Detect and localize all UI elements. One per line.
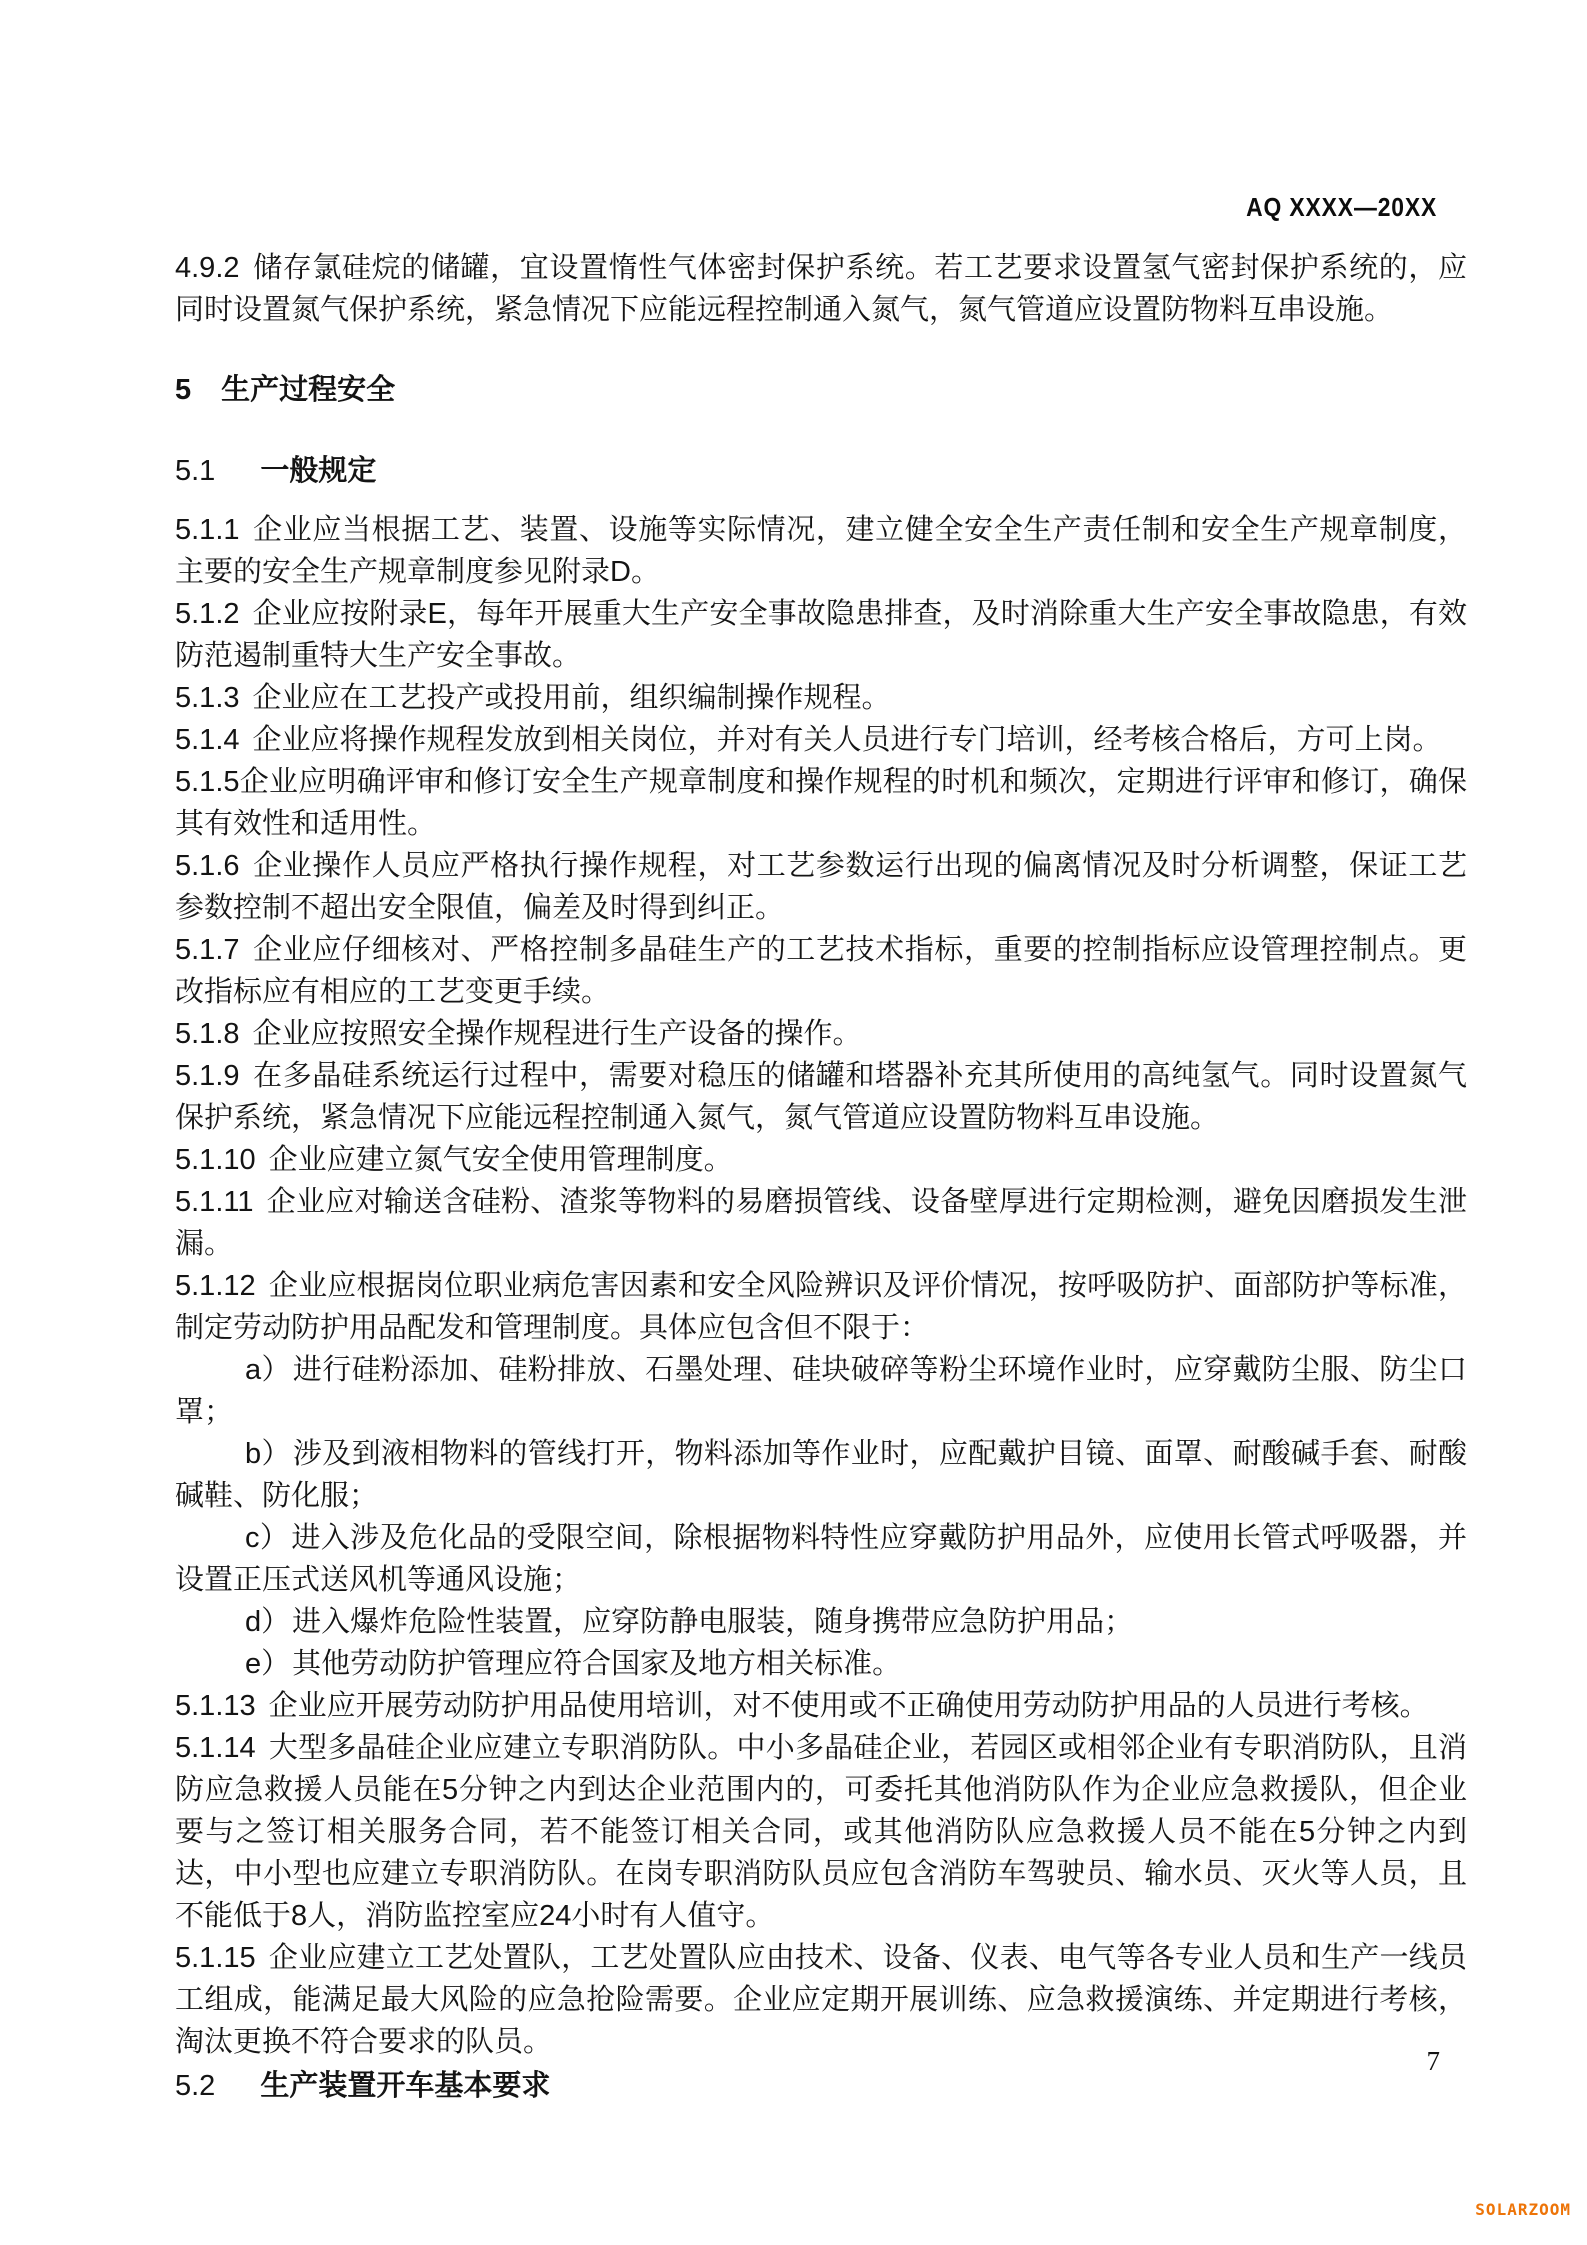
clause-text: 进行硅粉添加、硅粉排放、石墨处理、硅块破碎等粉尘环境作业时，应穿戴防尘服、防尘口罩； <box>175 1354 1467 1428</box>
clause-text: 涉及到液相物料的管线打开，物料添加等作业时，应配戴护目镜、面罩、耐酸碱手套、耐酸碱鞋、防化服； <box>175 1438 1467 1512</box>
clause-paragraph <box>175 845 1467 929</box>
clause-paragraph <box>175 1055 1467 1139</box>
list-item <box>175 1517 1467 1601</box>
list-item <box>175 1643 1467 1685</box>
clause-paragraph <box>175 1265 1467 1349</box>
clause-text: 企业应根据岗位职业病危害因素和安全风险辨识及评价情况，按呼吸防护、面部防护等标准，制定劳动防护用品配发和管理制度。具体应包含但不限于： <box>175 1270 1467 1344</box>
clause-text: 企业应建立氮气安全使用管理制度。 <box>268 1144 733 1176</box>
clause-number: 5.1.2 <box>175 598 240 630</box>
document-code-header: AQ XXXX—20XX <box>1245 192 1437 222</box>
clause-paragraph <box>175 761 1467 845</box>
clause-text: 企业应仔细核对、严格控制多晶硅生产的工艺技术指标，重要的控制指标应设管理控制点。更改指标应有相应的工艺变更手续。 <box>175 934 1467 1008</box>
clause-text: 企业应当根据工艺、装置、设施等实际情况，建立健全安全生产责任制和安全生产规章制度，主要的安全生产规章制度参见附录D。 <box>175 514 1467 588</box>
list-label: d） <box>245 1606 291 1638</box>
clause-paragraph <box>175 247 1467 331</box>
subsection-heading <box>175 2065 1467 2107</box>
clause-text: 大型多晶硅企业应建立专职消防队。中小多晶硅企业，若园区或相邻企业有专职消防队，且消防应急救援人员能在5分钟之内到达企业范围内的，可委托其他消防队作为企业应急救援队，但企业要与之签订相关服务合同，若不能签订相关合同，或其他消防队应急救援人员不能在5分钟之内到达，中小型也应建立专职消防队。在岗专职消防队员应包含消防车驾驶员、输水员、灭火等人员，且不能低于8人，消防监控室应24小时有人值守。 <box>175 1732 1467 1932</box>
clause-number: 5.1.4 <box>175 724 240 756</box>
clause-number: 5.2 <box>175 2070 216 2102</box>
list-item <box>175 1601 1467 1643</box>
clause-number: 5.1.15 <box>175 1942 256 1974</box>
clause-text: 进入涉及危化品的受限空间，除根据物料特性应穿戴防护用品外，应使用长管式呼吸器，并设置正压式送风机等通风设施； <box>175 1522 1467 1596</box>
clause-number: 5.1.9 <box>175 1060 240 1092</box>
clause-paragraph <box>175 593 1467 677</box>
clause-paragraph <box>175 1139 1467 1181</box>
heading-title: 生产装置开车基本要求 <box>260 2070 551 2102</box>
heading-title: 一般规定 <box>260 455 377 487</box>
watermark: SOLARZOOM <box>1475 2200 1571 2219</box>
list-label: a） <box>245 1354 291 1386</box>
clause-number: 5.1.7 <box>175 934 240 966</box>
clause-paragraph <box>175 719 1467 761</box>
clause-paragraph <box>175 1181 1467 1265</box>
clause-text: 企业应明确评审和修订安全生产规章制度和操作规程的时机和频次，定期进行评审和修订，确保其有效性和适用性。 <box>175 766 1467 840</box>
clause-number: 5.1.11 <box>175 1186 254 1218</box>
clause-text: 企业应对输送含硅粉、渣浆等物料的易磨损管线、设备壁厚进行定期检测，避免因磨损发生泄漏。 <box>175 1186 1467 1260</box>
heading-title: 生产过程安全 <box>221 374 396 406</box>
clause-paragraph <box>175 1013 1467 1055</box>
clause-paragraph <box>175 929 1467 1013</box>
clause-number: 5 <box>175 374 192 406</box>
clause-number: 5.1.14 <box>175 1732 256 1764</box>
page-number: 7 <box>1426 2046 1440 2076</box>
list-label: e） <box>245 1648 291 1680</box>
clause-text: 储存氯硅烷的储罐，宜设置惰性气体密封保护系统。若工艺要求设置氢气密封保护系统的，应同时设置氮气保护系统，紧急情况下应能远程控制通入氮气，氮气管道应设置防物料互串设施。 <box>175 252 1467 326</box>
list-item <box>175 1349 1467 1433</box>
clause-number: 5.1 <box>175 455 216 487</box>
clause-text: 企业应按附录E，每年开展重大生产安全事故隐患排查，及时消除重大生产安全事故隐患，有效防范遏制重特大生产安全事故。 <box>175 598 1467 672</box>
clause-number: 5.1.5 <box>175 766 240 798</box>
clause-paragraph <box>175 1937 1467 2063</box>
clause-number: 5.1.8 <box>175 1018 240 1050</box>
clause-text: 其他劳动防护管理应符合国家及地方相关标准。 <box>292 1648 902 1680</box>
clause-paragraph <box>175 677 1467 719</box>
list-item <box>175 1433 1467 1517</box>
clause-text: 进入爆炸危险性装置，应穿防静电服装，随身携带应急防护用品； <box>292 1606 1134 1638</box>
clause-number: 5.1.6 <box>175 850 240 882</box>
clause-paragraph <box>175 1727 1467 1937</box>
clause-paragraph <box>175 509 1467 593</box>
clause-text: 企业应将操作规程发放到相关岗位，并对有关人员进行专门培训，经考核合格后，方可上岗。 <box>252 724 1442 756</box>
list-label: c） <box>245 1522 290 1554</box>
clause-text: 企业操作人员应严格执行操作规程，对工艺参数运行出现的偏离情况及时分析调整，保证工艺参数控制不超出安全限值，偏差及时得到纠正。 <box>175 850 1467 924</box>
clause-number: 5.1.3 <box>175 682 240 714</box>
clause-number: 5.1.13 <box>175 1690 256 1722</box>
clause-number: 5.1.12 <box>175 1270 256 1302</box>
list-label: b） <box>245 1438 291 1470</box>
subsection-heading <box>175 450 1467 492</box>
clause-text: 在多晶硅系统运行过程中，需要对稳压的储罐和塔器补充其所使用的高纯氢气。同时设置氮气保护系统，紧急情况下应能远程控制通入氮气，氮气管道应设置防物料互串设施。 <box>175 1060 1467 1134</box>
clause-number: 5.1.1 <box>175 514 240 546</box>
clause-number: 4.9.2 <box>175 252 240 284</box>
clause-number: 5.1.10 <box>175 1144 256 1176</box>
clause-text: 企业应开展劳动防护用品使用培训，对不使用或不正确使用劳动防护用品的人员进行考核。 <box>268 1690 1429 1722</box>
clause-text: 企业应在工艺投产或投用前，组织编制操作规程。 <box>252 682 891 714</box>
clause-text: 企业应按照安全操作规程进行生产设备的操作。 <box>252 1018 862 1050</box>
section-heading <box>175 369 1467 411</box>
document-body <box>175 247 1467 2124</box>
clause-paragraph <box>175 1685 1467 1727</box>
clause-text: 企业应建立工艺处置队，工艺处置队应由技术、设备、仪表、电气等各专业人员和生产一线员工组成，能满足最大风险的应急抢险需要。企业应定期开展训练、应急救援演练、并定期进行考核，淘汰更换不符合要求的队员。 <box>175 1942 1467 2058</box>
